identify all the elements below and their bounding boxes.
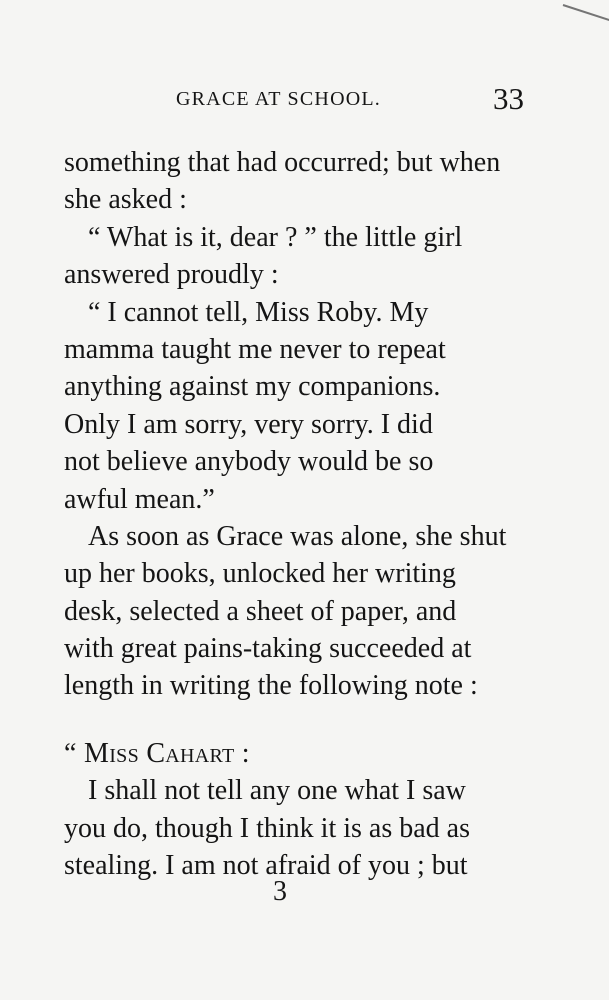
text-line: length in writing the following note : — [64, 670, 478, 702]
letter-line: you do, though I think it is as bad as — [64, 812, 470, 844]
text-line: Only I am sorry, very sorry. I did — [64, 408, 433, 440]
text-line: anything against my companions. — [64, 371, 441, 403]
letter-salutation: “ Miss Cahart : — [64, 737, 250, 769]
text-line: “ I cannot tell, Miss Roby. My — [88, 296, 429, 328]
letter-line: stealing. I am not afraid of you ; but — [64, 850, 468, 882]
text-line: answered proudly : — [64, 259, 279, 291]
letter-line: I shall not tell any one what I saw — [88, 775, 466, 807]
text-line: desk, selected a sheet of paper, and — [64, 595, 457, 627]
text-line: with great pains-taking succeeded at — [64, 633, 472, 665]
signature-mark: 3 — [273, 876, 287, 907]
text-line: not believe anybody would be so — [64, 446, 434, 478]
page-edge-mark — [563, 4, 609, 23]
text-line: she asked : — [64, 184, 187, 216]
text-line: As soon as Grace was alone, she shut — [88, 520, 507, 552]
text-line: awful mean.” — [64, 483, 215, 515]
text-line: “ What is it, dear ? ” the little girl — [88, 221, 463, 253]
page-number: 33 — [493, 81, 524, 116]
text-line: something that had occurred; but when — [64, 147, 501, 178]
text-line: up her books, unlocked her writing — [64, 558, 456, 590]
running-title: GRACE AT SCHOOL. — [176, 88, 381, 110]
page-text — [64, 144, 526, 884]
text-line: mamma taught me never to repeat — [64, 333, 446, 365]
